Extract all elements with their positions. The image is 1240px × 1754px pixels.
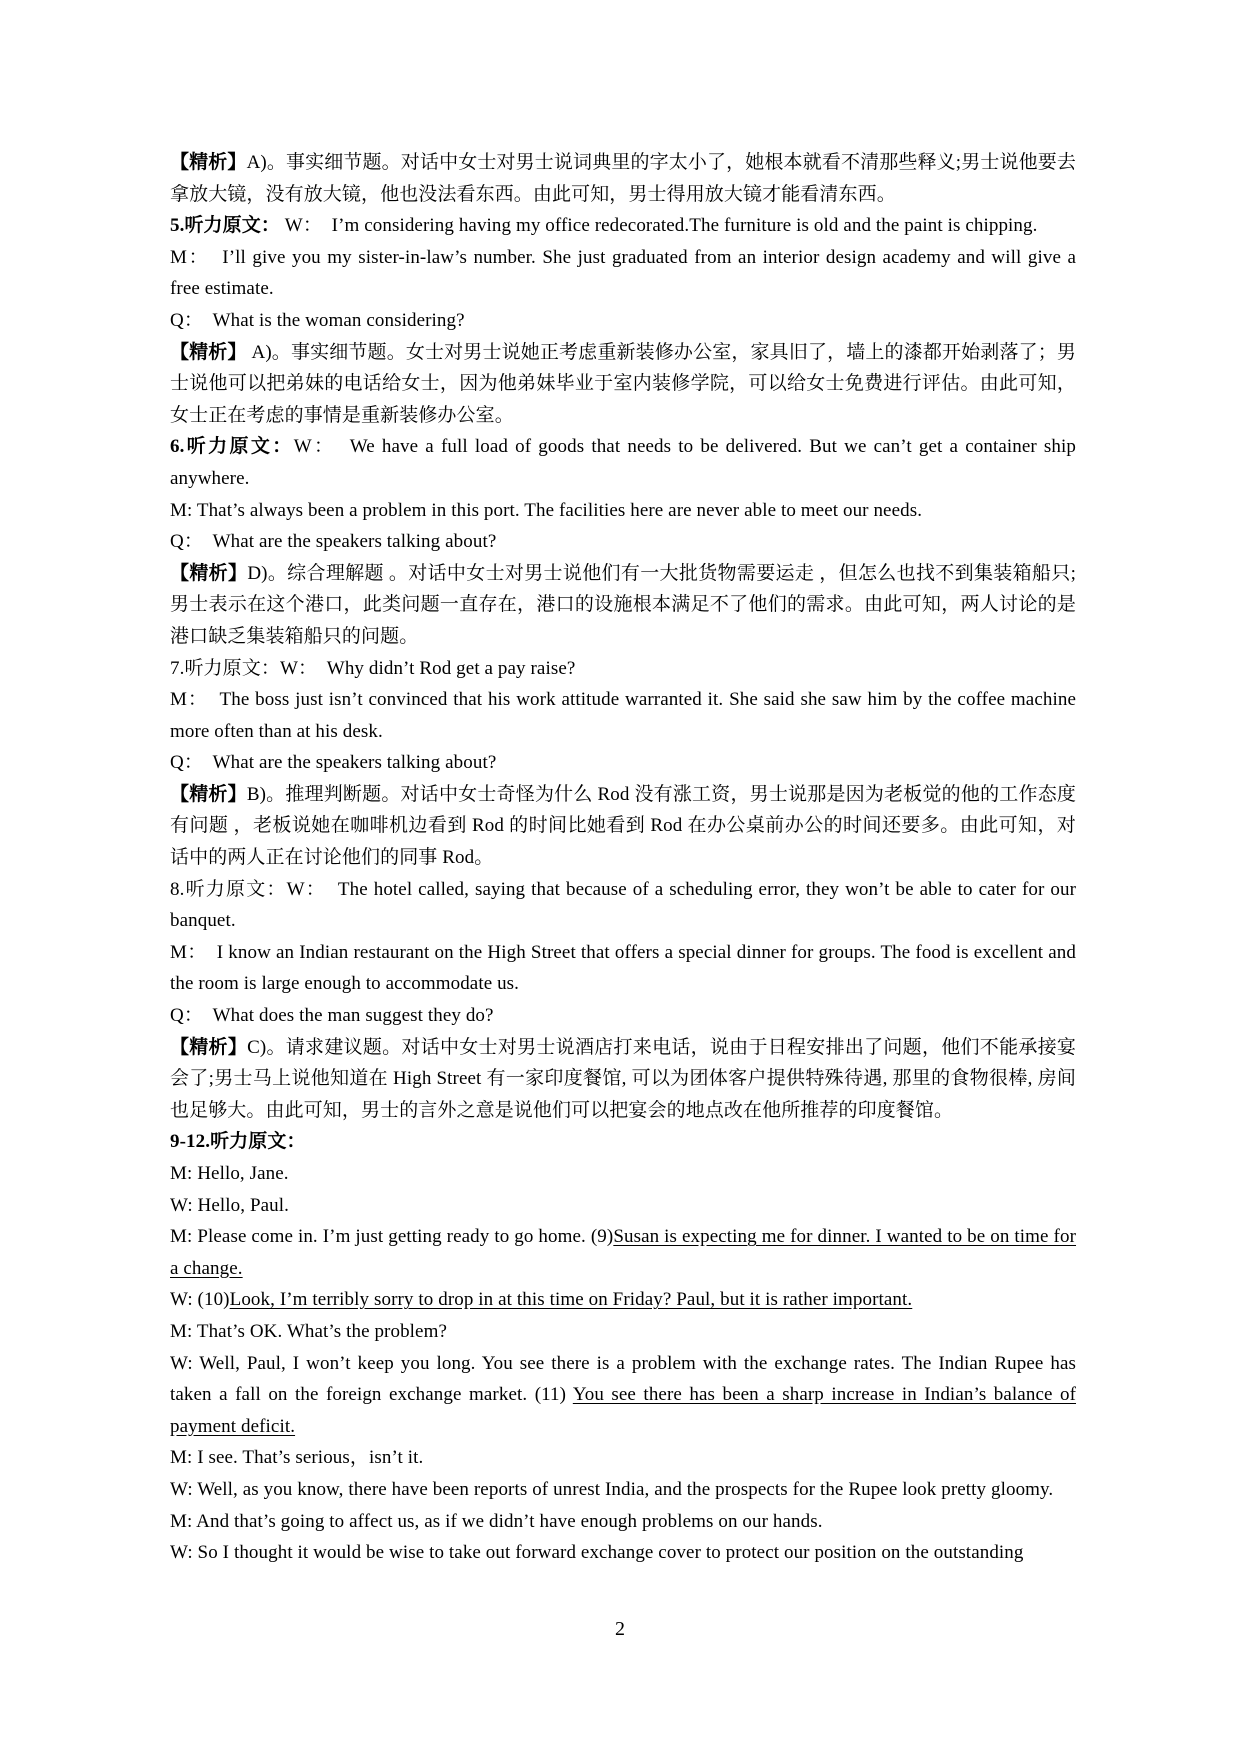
paragraph xyxy=(170,1348,1076,1443)
text-segment: M: Hello, Jane. xyxy=(170,1163,289,1184)
paragraph xyxy=(170,1442,1076,1474)
text-segment: M： I know an Indian restaurant on the High Street that offers a special dinner for groups. The food is excellent and the room is large enough to accommodate us. xyxy=(170,941,1076,995)
paragraph xyxy=(170,1190,1076,1222)
text-segment: D)。综合理解题 。对话中女士对男士说他们有一大批货物需要运走 ，但怎么也找不到集装箱船只;男士表示在这个港口，此类问题一直存在，港口的设施根本满足不了他们的需求。由此可知，两人讨论的是港口缺乏集装箱船只的问题。 xyxy=(170,562,1076,647)
paragraph xyxy=(170,937,1076,1000)
text-segment: 8.听力原文：W： The hotel called, saying that because of a scheduling error, they won’t be able to cater for our banquet. xyxy=(170,878,1076,932)
text-segment: A)。事实细节题。对话中女士对男士说词典里的字太小了，她根本就看不清那些释义;男士说他要去拿放大镜，没有放大镜，他也没法看东西。由此可知，男士得用放大镜才能看清东西。 xyxy=(170,152,1076,205)
text-segment: Q： What are the speakers talking about? xyxy=(170,531,497,553)
paragraph xyxy=(170,1032,1076,1127)
paragraph xyxy=(170,526,1076,558)
text-segment: 7.听力原文：W： Why didn’t Rod get a pay raise? xyxy=(170,657,576,679)
text-segment: Q： What does the man suggest they do? xyxy=(170,1005,494,1027)
text-segment: W: (10) xyxy=(170,1289,230,1311)
paragraph xyxy=(170,1126,1076,1158)
text-segment: W: Well, Paul, I won’t keep you long. You see there is a problem with the exchange rates. The Indian Rupee has taken a fall on the foreign exchange market. (11) xyxy=(170,1352,1076,1406)
text-segment: W: Well, as you know, there have been reports of unrest India, and the prospects for the Rupee look pretty gloomy. xyxy=(170,1478,1054,1500)
paragraph xyxy=(170,431,1076,494)
text-segment: M: That’s always been a problem in this port. The facilities here are never able to meet our needs. xyxy=(170,499,923,521)
bold-label: 5.听力原文： xyxy=(170,215,280,237)
paragraph xyxy=(170,242,1076,305)
paragraph xyxy=(170,1506,1076,1538)
paragraph xyxy=(170,558,1076,653)
bold-label: 6.听力原文： xyxy=(170,436,294,458)
paragraph xyxy=(170,147,1076,210)
underlined-text: Look, I’m terribly sorry to drop in at this time on Friday? Paul, but it is rather important. xyxy=(229,1289,913,1311)
text-segment: W: So I thought it would be wise to take out forward exchange cover to protect our position on the outstanding xyxy=(170,1542,1024,1564)
bold-label: 【精析】 xyxy=(170,783,247,805)
paragraph xyxy=(170,747,1076,779)
text-segment: W： I’m considering having my office redecorated.The furniture is old and the paint is chipping. xyxy=(279,215,1038,237)
underlined-text: Susan is expecting me for dinner. I wanted to be on time for a change. xyxy=(170,1226,1077,1279)
text-segment: Q： What are the speakers talking about? xyxy=(170,752,497,774)
document-body xyxy=(170,147,1076,1569)
paragraph xyxy=(170,495,1076,527)
text-segment: B)。推理判断题。对话中女士奇怪为什么 Rod 没有涨工资，男士说那是因为老板觉的他的工作态度有问题 ，老板说她在咖啡机边看到 Rod 的时间比她看到 Rod 在办公桌前办公的时间还要多。由此可知，对话中的两人正在讨论他们的同事 Rod。 xyxy=(170,783,1076,869)
text-segment: M： The boss just isn’t convinced that his work attitude warranted it. She said she saw him by the coffee machine more often than at his desk. xyxy=(170,689,1076,742)
text-segment: Q： What is the woman considering? xyxy=(170,309,465,331)
bold-label: 【精析】 xyxy=(170,152,247,173)
page-number: 2 xyxy=(615,1618,625,1640)
paragraph xyxy=(170,653,1076,685)
paragraph xyxy=(170,1474,1076,1506)
paragraph xyxy=(170,1537,1076,1569)
text-segment: M: That’s OK. What’s the problem? xyxy=(170,1320,447,1342)
text-segment: M： I’ll give you my sister-in-law’s number. She just graduated from an interior design academy and will give a free estimate. xyxy=(170,246,1076,300)
text-segment: W: Hello, Paul. xyxy=(170,1194,289,1216)
paragraph xyxy=(170,684,1076,747)
paragraph xyxy=(170,1284,1076,1316)
underlined-text: You see there has been a sharp increase in Indian’s balance of payment deficit. xyxy=(170,1384,1077,1437)
text-segment: W： We have a full load of goods that needs to be delivered. But we can’t get a container ship anywhere. xyxy=(170,436,1077,489)
paragraph xyxy=(170,1316,1076,1348)
text-segment: M: Please come in. I’m just getting ready to go home. (9) xyxy=(170,1226,614,1248)
paragraph xyxy=(170,779,1076,874)
bold-label: 【精析】 xyxy=(170,1036,248,1058)
bold-label: 9-12.听力原文： xyxy=(170,1131,306,1153)
paragraph xyxy=(170,305,1076,337)
text-segment: M: And that’s going to affect us, as if we didn’t have enough problems on our hands. xyxy=(170,1510,823,1532)
paragraph xyxy=(170,874,1076,937)
bold-label: 【精析】 xyxy=(170,341,247,363)
bold-label: 【精析】 xyxy=(170,562,248,584)
paragraph xyxy=(170,1158,1076,1190)
paragraph xyxy=(170,1221,1076,1284)
text-segment: C)。请求建议题。对话中女士对男士说酒店打来电话，说由于日程安排出了问题，他们不能承接宴会了;男士马上说他知道在 High Street 有一家印度餐馆, 可以为团体客户提供特殊待遇, 那里的食物很棒, 房间也足够大。由此可知，男士的言外之意是说他们可以把宴会的地点改在他所推荐的印度餐馆。 xyxy=(170,1036,1077,1121)
text-segment: M: I see. That’s serious，isn’t it. xyxy=(170,1447,424,1469)
paragraph xyxy=(170,210,1076,242)
paragraph xyxy=(170,337,1076,432)
text-segment: A)。事实细节题。女士对男士说她正考虑重新装修办公室，家具旧了，墙上的漆都开始剥落了；男士说他可以把弟妹的电话给女士，因为他弟妹毕业于室内装修学院，可以给女士免费进行评估。由此可知，女士正在考虑的事情是重新装修办公室。 xyxy=(170,341,1076,426)
paragraph xyxy=(170,1000,1076,1032)
